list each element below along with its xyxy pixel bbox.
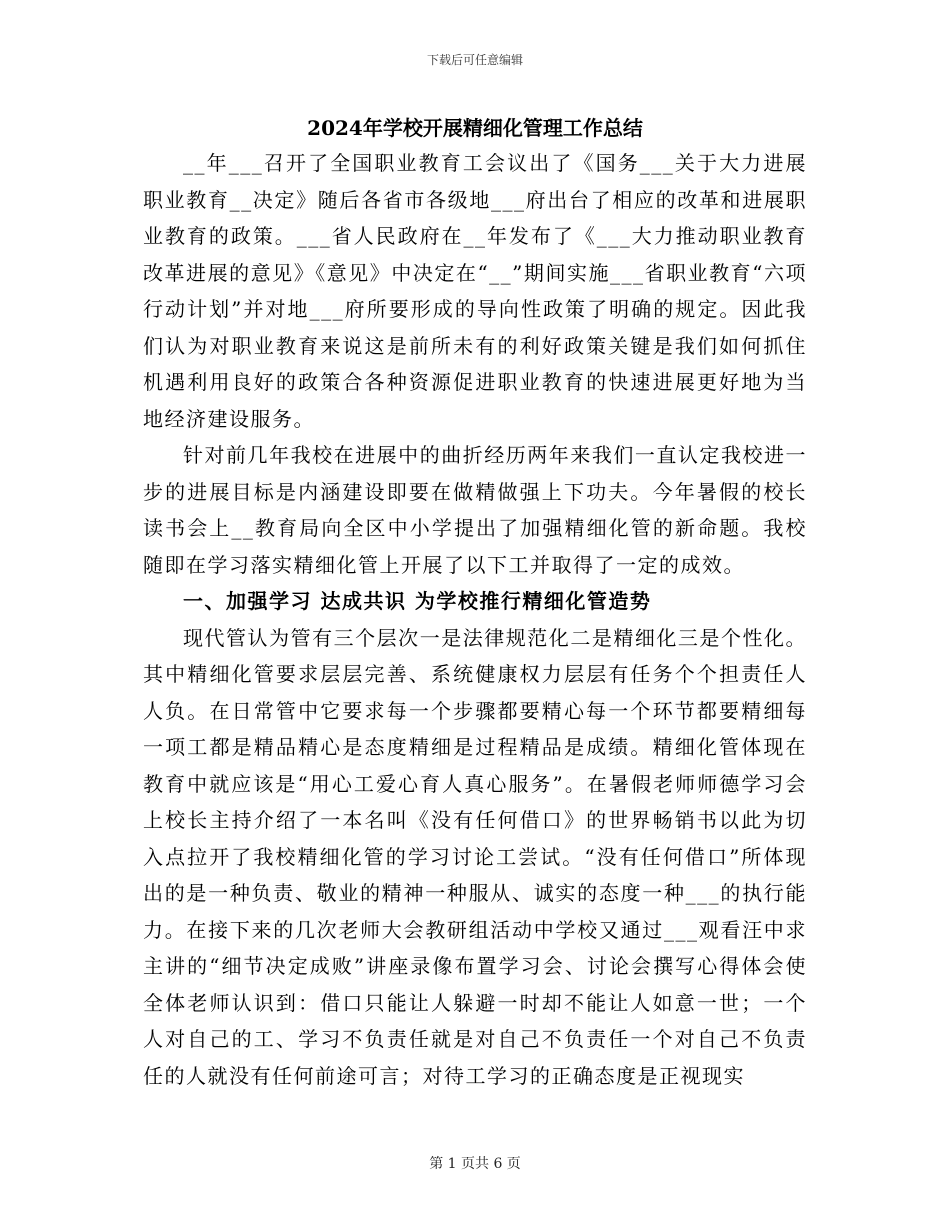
header-note: 下载后可任意编辑 — [426, 53, 523, 67]
document-body — [143, 145, 807, 1094]
paragraph-section-1: 现代管认为管有三个层次一是法律规范化二是精细化三是个性化。其中精细化管要求层层完善、系统健康权力层层有任务个个担责任人人负。在日常管中它要求每一个步骤都要精心每一个环节都要精细每一项工都是精品精心是态度精细是过程精品是成绩。精细化管体现在教育中就应该是“用心工爱心育人真心服务”。在暑假老师师德学习会上校长主持介绍了一本名叫《没有任何借口》的世界畅销书以此为切入点拉开了我校精细化管的学习讨论工尝试。“没有任何借口”所体现出的是一种负责、敬业的精神一种服从、诚实的态度一种___的执行能力。在接下来的几次老师大会教研组活动中学校又通过___观看汪中求主讲的“细节决定成败”讲座录像布置学习会、讨论会撰写心得体会使全体老师认识到：借口只能让人躲避一时却不能让人如意一世；一个人对自己的工、学习不负责任就是对自己不负责任一个对自己不负责任的人就没有任何前途可言；对待工学习的正确态度是正视现实 — [143, 625, 807, 1088]
page-footer: 第 1 页共 6 页 — [429, 1156, 521, 1172]
section-heading: 一、加强学习 达成共识 为学校推行精细化管造势 — [183, 589, 652, 613]
paragraph-goal: 针对前几年我校在进展中的曲折经历两年来我们一直认定我校进一步的进展目标是内涵建设即要在做精做强上下功夫。今年暑假的校长读书会上__教育局向全区中小学提出了加强精细化管的新命题。我校随即在学习落实精细化管上开展了以下工并取得了一定的成效。 — [143, 443, 807, 577]
paragraph-intro: __年___召开了全国职业教育工会议出了《国务___关于大力进展职业教育__决定》随后各省市各级地___府出台了相应的改革和进展职业教育的政策。___省人民政府在__年发布了《___大力推动职业教育改革进展的意见》《意见》中决定在“__”期间实施___省职业教育“六项行动计划”并对地___府所要形成的导向性政策了明确的规定。因此我们认为对职业教育来说这是前所未有的利好政策关键是我们如何抓住机遇利用良好的政策合各种资源促进职业教育的快速进展更好地为当地经济建设服务。 — [143, 151, 807, 431]
document-title: 2024年学校开展精细化管理工作总结 — [307, 116, 643, 140]
